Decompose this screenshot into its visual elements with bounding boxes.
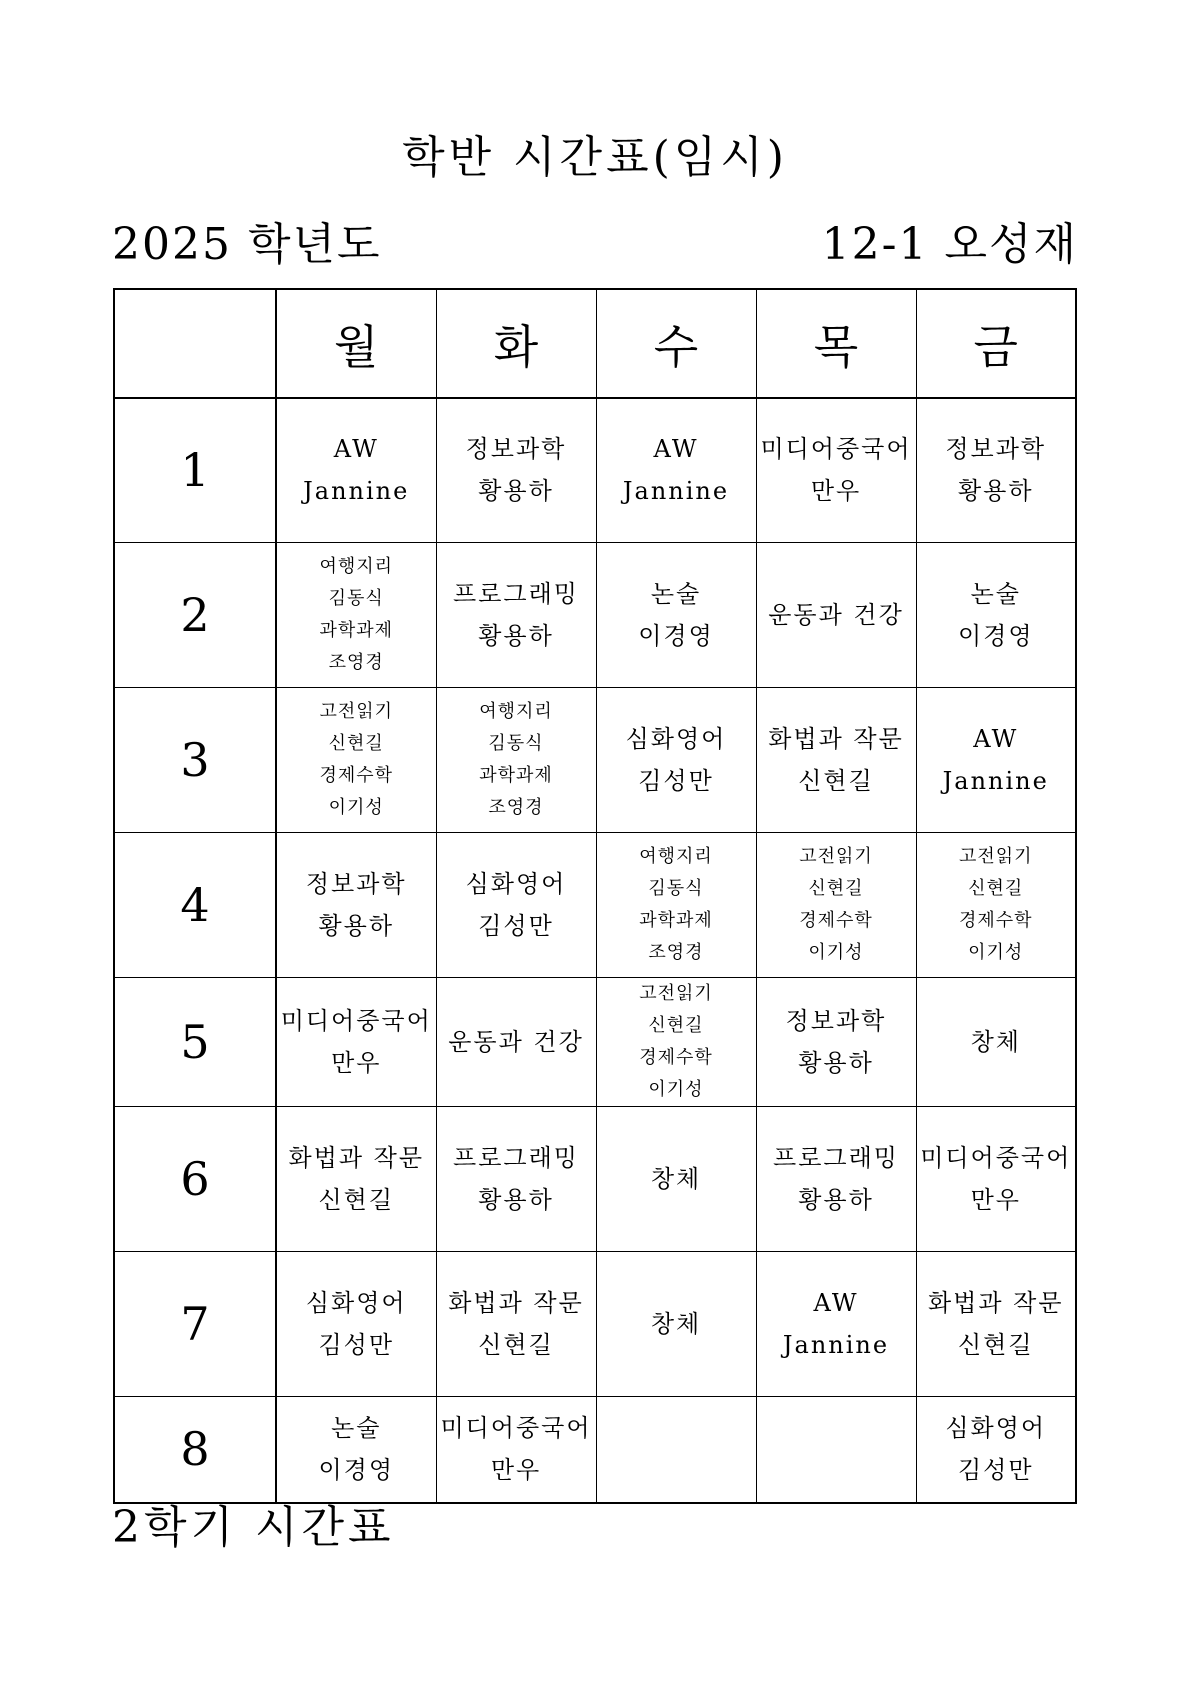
subject-name: 정보과학 — [465, 435, 567, 464]
subject-name: 논술 — [650, 579, 702, 608]
subject-name: 화법과 작문 — [768, 724, 904, 753]
subject-name: 정보과학 — [785, 1006, 887, 1035]
period-row — [114, 1396, 1076, 1503]
subject-name: 과학과제 — [639, 909, 713, 931]
period-row — [114, 1106, 1076, 1251]
subject-name: 화법과 작문 — [288, 1143, 425, 1172]
teacher-name: 김성만 — [478, 911, 554, 940]
subject-name: AW — [333, 435, 379, 464]
teacher-name: 신현길 — [318, 1185, 395, 1214]
timetable-cell-tue — [436, 542, 596, 687]
period-row — [114, 977, 1076, 1106]
subject-name: 심화영어 — [305, 1288, 407, 1317]
timetable-cell-wed — [596, 542, 756, 687]
subject-name: 경제수학 — [319, 764, 394, 786]
teacher-name: 신현길 — [328, 732, 384, 754]
subject-name: 창체 — [970, 1027, 1021, 1056]
timetable-cell-thu — [756, 1396, 916, 1503]
corner-cell — [114, 289, 276, 398]
timetable-header-row — [114, 289, 1076, 398]
timetable-cell-mon — [276, 687, 436, 832]
teacher-name: 신현길 — [798, 766, 874, 795]
timetable-cell-fri — [916, 542, 1076, 687]
teacher-name: 이경영 — [638, 621, 714, 650]
day-header-fri: 금 — [916, 289, 1076, 398]
subject-name: 고전읽기 — [958, 845, 1033, 867]
period-row — [114, 542, 1076, 687]
timetable-cell-thu — [756, 977, 916, 1106]
timetable-cell-fri — [916, 1251, 1076, 1396]
timetable-cell-mon — [276, 1251, 436, 1396]
subject-name: 창체 — [650, 1309, 702, 1338]
teacher-name: 황용하 — [478, 621, 554, 650]
period-row — [114, 398, 1076, 542]
teacher-name: 조영경 — [648, 941, 704, 963]
subject-name: 논술 — [331, 1414, 382, 1443]
subject-name: 정보과학 — [305, 869, 407, 898]
teacher-name: 김성만 — [638, 766, 714, 795]
day-header-thu: 목 — [756, 289, 916, 398]
period-number: 2 — [114, 542, 276, 687]
period-number: 7 — [114, 1251, 276, 1396]
timetable-cell-tue — [436, 398, 596, 542]
period-number: 1 — [114, 398, 276, 542]
teacher-name: 이기성 — [968, 941, 1024, 963]
timetable-cell-tue — [436, 977, 596, 1106]
subject-name: 고전읽기 — [319, 700, 394, 722]
timetable-cell-wed — [596, 687, 756, 832]
period-number: 8 — [114, 1396, 276, 1503]
subject-name: 경제수학 — [639, 1046, 713, 1068]
subject-name: AW — [813, 1288, 859, 1317]
timetable-cell-thu — [756, 1106, 916, 1251]
period-row — [114, 687, 1076, 832]
teacher-name: 이기성 — [808, 941, 864, 963]
teacher-name: 만우 — [331, 1048, 382, 1077]
timetable-cell-mon — [276, 542, 436, 687]
subject-name: 논술 — [970, 579, 1021, 608]
timetable-cell-fri — [916, 398, 1076, 542]
timetable-cell-wed — [596, 977, 756, 1106]
timetable-cell-thu — [756, 542, 916, 687]
teacher-name: 이기성 — [328, 796, 384, 818]
teacher-name: 황용하 — [957, 477, 1034, 506]
teacher-name: 황용하 — [798, 1048, 874, 1077]
timetable-cell-fri — [916, 977, 1076, 1106]
subject-name: AW — [653, 435, 699, 464]
subject-name: 과학과제 — [479, 764, 553, 786]
timetable-cell-thu — [756, 398, 916, 542]
teacher-name: 만우 — [970, 1185, 1021, 1214]
teacher-name: 김성만 — [957, 1456, 1034, 1485]
period-row — [114, 832, 1076, 977]
teacher-name: 이경영 — [957, 621, 1034, 650]
timetable-cell-mon — [276, 1396, 436, 1503]
timetable-cell-wed — [596, 832, 756, 977]
subject-name: AW — [973, 724, 1019, 753]
timetable-cell-wed — [596, 1106, 756, 1251]
subject-name: 과학과제 — [319, 619, 394, 641]
timetable-cell-tue — [436, 1251, 596, 1396]
subject-name: 미디어중국어 — [760, 435, 912, 464]
timetable — [113, 288, 1077, 1504]
timetable-cell-fri — [916, 1106, 1076, 1251]
subject-name: 고전읽기 — [639, 982, 713, 1004]
timetable-cell-fri — [916, 1396, 1076, 1503]
timetable-cell-tue — [436, 832, 596, 977]
subject-name: 창체 — [650, 1164, 702, 1193]
teacher-name: 황용하 — [478, 1185, 554, 1214]
subject-name: 미디어중국어 — [280, 1006, 432, 1035]
class-student-label: 12-1 오성재 — [821, 219, 1078, 270]
day-header-tue: 화 — [436, 289, 596, 398]
teacher-name: 김동식 — [488, 732, 544, 754]
subject-name: 심화영어 — [945, 1414, 1047, 1443]
teacher-name: 조영경 — [488, 796, 544, 818]
period-number: 4 — [114, 832, 276, 977]
page-title: 학반 시간표(임시) — [402, 132, 788, 183]
teacher-name: Jannine — [303, 477, 410, 506]
subject-name: 심화영어 — [625, 724, 727, 753]
subject-name: 미디어중국어 — [440, 1414, 592, 1443]
teacher-name: 이경영 — [318, 1456, 395, 1485]
subject-name: 정보과학 — [945, 435, 1047, 464]
day-header-wed: 수 — [596, 289, 756, 398]
teacher-name: 신현길 — [957, 1330, 1034, 1359]
subject-name: 여행지리 — [639, 845, 713, 867]
teacher-name: 김동식 — [648, 877, 704, 899]
subject-name: 고전읽기 — [799, 845, 873, 867]
subject-name: 경제수학 — [799, 909, 873, 931]
teacher-name: 신현길 — [648, 1014, 704, 1036]
timetable-cell-mon — [276, 977, 436, 1106]
teacher-name: 신현길 — [808, 877, 864, 899]
teacher-name: 황용하 — [798, 1185, 874, 1214]
period-number: 5 — [114, 977, 276, 1106]
subject-name: 심화영어 — [465, 869, 567, 898]
timetable-cell-thu — [756, 832, 916, 977]
school-year-label: 2025 학년도 — [112, 219, 382, 270]
timetable-cell-fri — [916, 687, 1076, 832]
teacher-name: 황용하 — [478, 477, 554, 506]
teacher-name: Jannine — [942, 766, 1049, 795]
teacher-name: Jannine — [622, 477, 730, 506]
timetable-cell-mon — [276, 398, 436, 542]
subject-name: 운동과 건강 — [768, 600, 904, 629]
subject-name: 프로그래밍 — [773, 1143, 899, 1172]
teacher-name: 이기성 — [648, 1078, 704, 1100]
timetable-cell-thu — [756, 1251, 916, 1396]
timetable-cell-wed — [596, 1251, 756, 1396]
teacher-name: 신현길 — [478, 1330, 554, 1359]
timetable-cell-tue — [436, 1396, 596, 1503]
timetable-cell-wed — [596, 1396, 756, 1503]
teacher-name: 만우 — [490, 1456, 542, 1485]
subject-name: 경제수학 — [958, 909, 1033, 931]
subject-name: 운동과 건강 — [448, 1027, 584, 1056]
teacher-name: 김성만 — [318, 1330, 395, 1359]
period-number: 6 — [114, 1106, 276, 1251]
subject-name: 화법과 작문 — [927, 1288, 1064, 1317]
teacher-name: 신현길 — [968, 877, 1024, 899]
teacher-name: 황용하 — [318, 911, 395, 940]
period-number: 3 — [114, 687, 276, 832]
timetable-body — [114, 398, 1076, 1503]
subject-name: 프로그래밍 — [453, 579, 579, 608]
timetable-cell-fri — [916, 832, 1076, 977]
timetable-cell-thu — [756, 687, 916, 832]
teacher-name: Jannine — [782, 1330, 890, 1359]
timetable-cell-mon — [276, 1106, 436, 1251]
timetable-cell-tue — [436, 1106, 596, 1251]
subject-name: 여행지리 — [319, 555, 394, 577]
period-row — [114, 1251, 1076, 1396]
subject-name: 화법과 작문 — [448, 1288, 584, 1317]
teacher-name: 조영경 — [328, 651, 384, 673]
teacher-name: 김동식 — [328, 587, 384, 609]
teacher-name: 만우 — [810, 477, 862, 506]
timetable-cell-tue — [436, 687, 596, 832]
semester-caption: 2학기 시간표 — [112, 1502, 395, 1553]
subject-name: 미디어중국어 — [920, 1143, 1072, 1172]
subject-name: 여행지리 — [479, 700, 553, 722]
timetable-cell-mon — [276, 832, 436, 977]
day-header-mon: 월 — [276, 289, 436, 398]
subject-name: 프로그래밍 — [453, 1143, 579, 1172]
timetable-cell-wed — [596, 398, 756, 542]
